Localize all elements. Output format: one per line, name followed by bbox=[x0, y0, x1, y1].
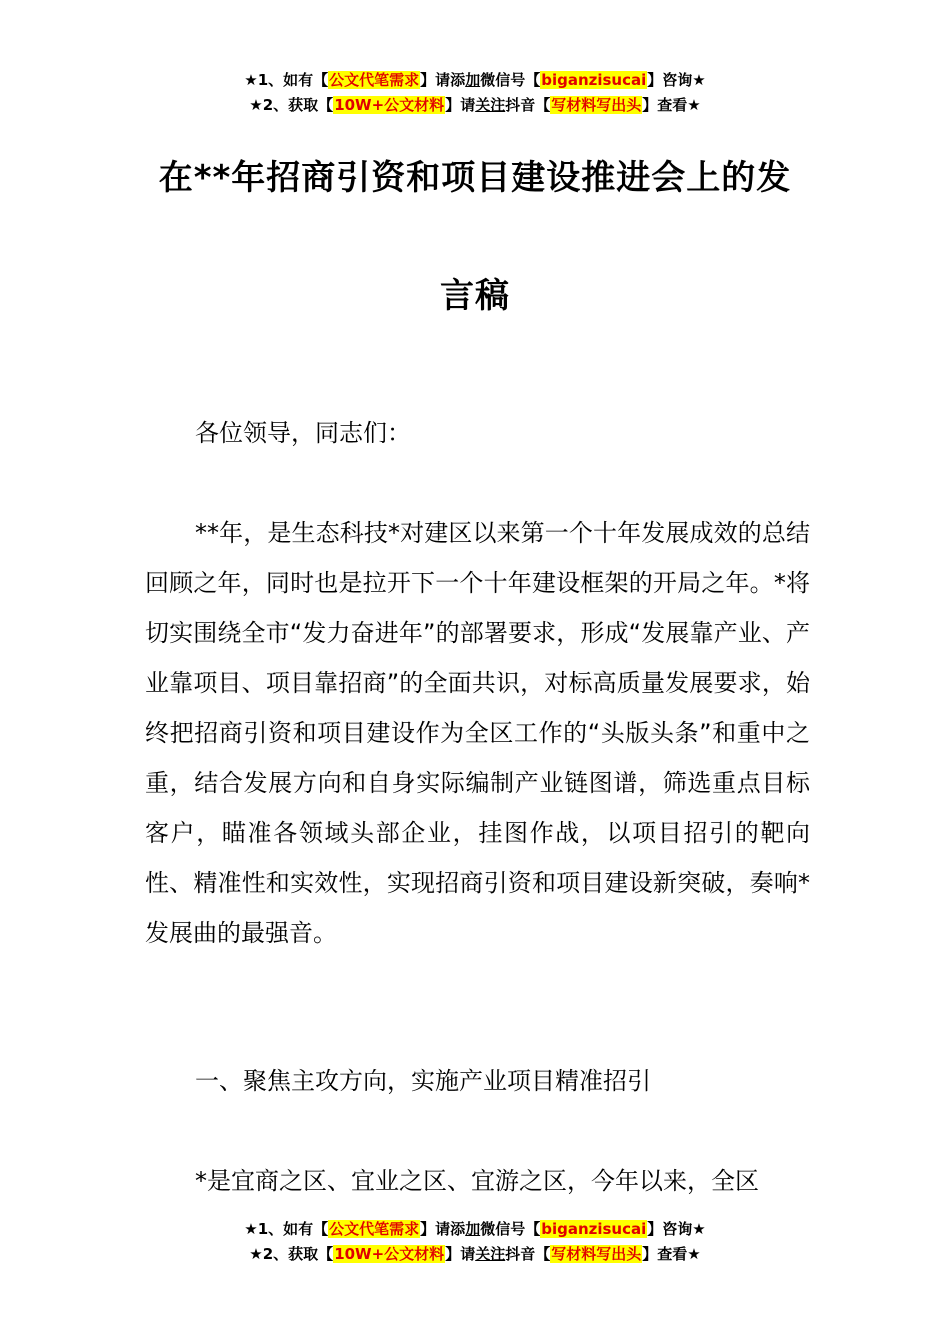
ad-text: 】咨询★ bbox=[647, 1220, 706, 1238]
ad-highlight: 写材料写出头 bbox=[551, 96, 642, 114]
footer-ad-line-1 bbox=[0, 1217, 950, 1241]
document-title-line-2: 言稿 bbox=[440, 276, 510, 316]
ad-text: 关注 bbox=[475, 1245, 506, 1263]
ad-highlight: 写材料写出头 bbox=[551, 1245, 642, 1263]
ad-text: ★1、如有【 bbox=[244, 71, 329, 89]
body-paragraph-2: *是宜商之区、宜业之区、宜游之区，今年以来，全区 bbox=[195, 1167, 759, 1195]
ad-highlight: biganzisucai bbox=[541, 1220, 647, 1238]
ad-text: 抖音【 bbox=[505, 1245, 551, 1263]
footer-ad-line-2 bbox=[0, 1242, 950, 1266]
ad-text: 】查看★ bbox=[642, 96, 701, 114]
header-ad-line-2 bbox=[0, 93, 950, 117]
section-heading-1: 一、聚焦主攻方向，实施产业项目精准招引 bbox=[195, 1067, 651, 1095]
ad-text: 微信号【 bbox=[480, 71, 541, 89]
ad-text: 】请 bbox=[445, 1245, 476, 1263]
ad-text: 】请添 bbox=[420, 71, 466, 89]
ad-highlight: 10W+公文材料 bbox=[334, 1245, 445, 1263]
body-paragraph-1: **年，是生态科技*对建区以来第一个十年发展成效的总结回顾之年，同时也是拉开下一个十年建设框架的开局之年。*将切实围绕全市“发力奋进年”的部署要求，形成“发展靠产业、产业靠项目、项目靠招商”的全面共识，对标高质量发展要求，始终把招商引资和项目建设作为全区工作的“头版头条”和重中之重，结合发展方向和自身实际编制产业链图谱，筛选重点目标客户，瞄准各领域头部企业，挂图作战，以项目招引的靶向性、精准性和实效性，实现招商引资和项目建设新突破，奏响*发展曲的最强音。 bbox=[145, 519, 810, 947]
ad-text: 微信号【 bbox=[480, 1220, 541, 1238]
ad-text: 加 bbox=[465, 71, 481, 89]
document-title-line-1: 在**年招商引资和项目建设推进会上的发 bbox=[158, 158, 792, 198]
ad-text: 抖音【 bbox=[505, 96, 551, 114]
ad-text: ★2、获取【 bbox=[249, 1245, 334, 1263]
ad-text: 】请添 bbox=[420, 1220, 466, 1238]
ad-text: 加 bbox=[465, 1220, 481, 1238]
ad-highlight: 10W+公文材料 bbox=[334, 96, 445, 114]
ad-highlight: 公文代笔需求 bbox=[329, 71, 420, 89]
ad-text: 关注 bbox=[475, 96, 506, 114]
ad-highlight: 公文代笔需求 bbox=[329, 1220, 420, 1238]
ad-text: ★1、如有【 bbox=[244, 1220, 329, 1238]
ad-text: 】查看★ bbox=[642, 1245, 701, 1263]
ad-text: ★2、获取【 bbox=[249, 96, 334, 114]
header-ad-line-1 bbox=[0, 68, 950, 92]
salutation: 各位领导，同志们： bbox=[195, 419, 411, 447]
ad-text: 】咨询★ bbox=[647, 71, 706, 89]
ad-text: 】请 bbox=[445, 96, 476, 114]
ad-highlight: biganzisucai bbox=[541, 71, 647, 89]
